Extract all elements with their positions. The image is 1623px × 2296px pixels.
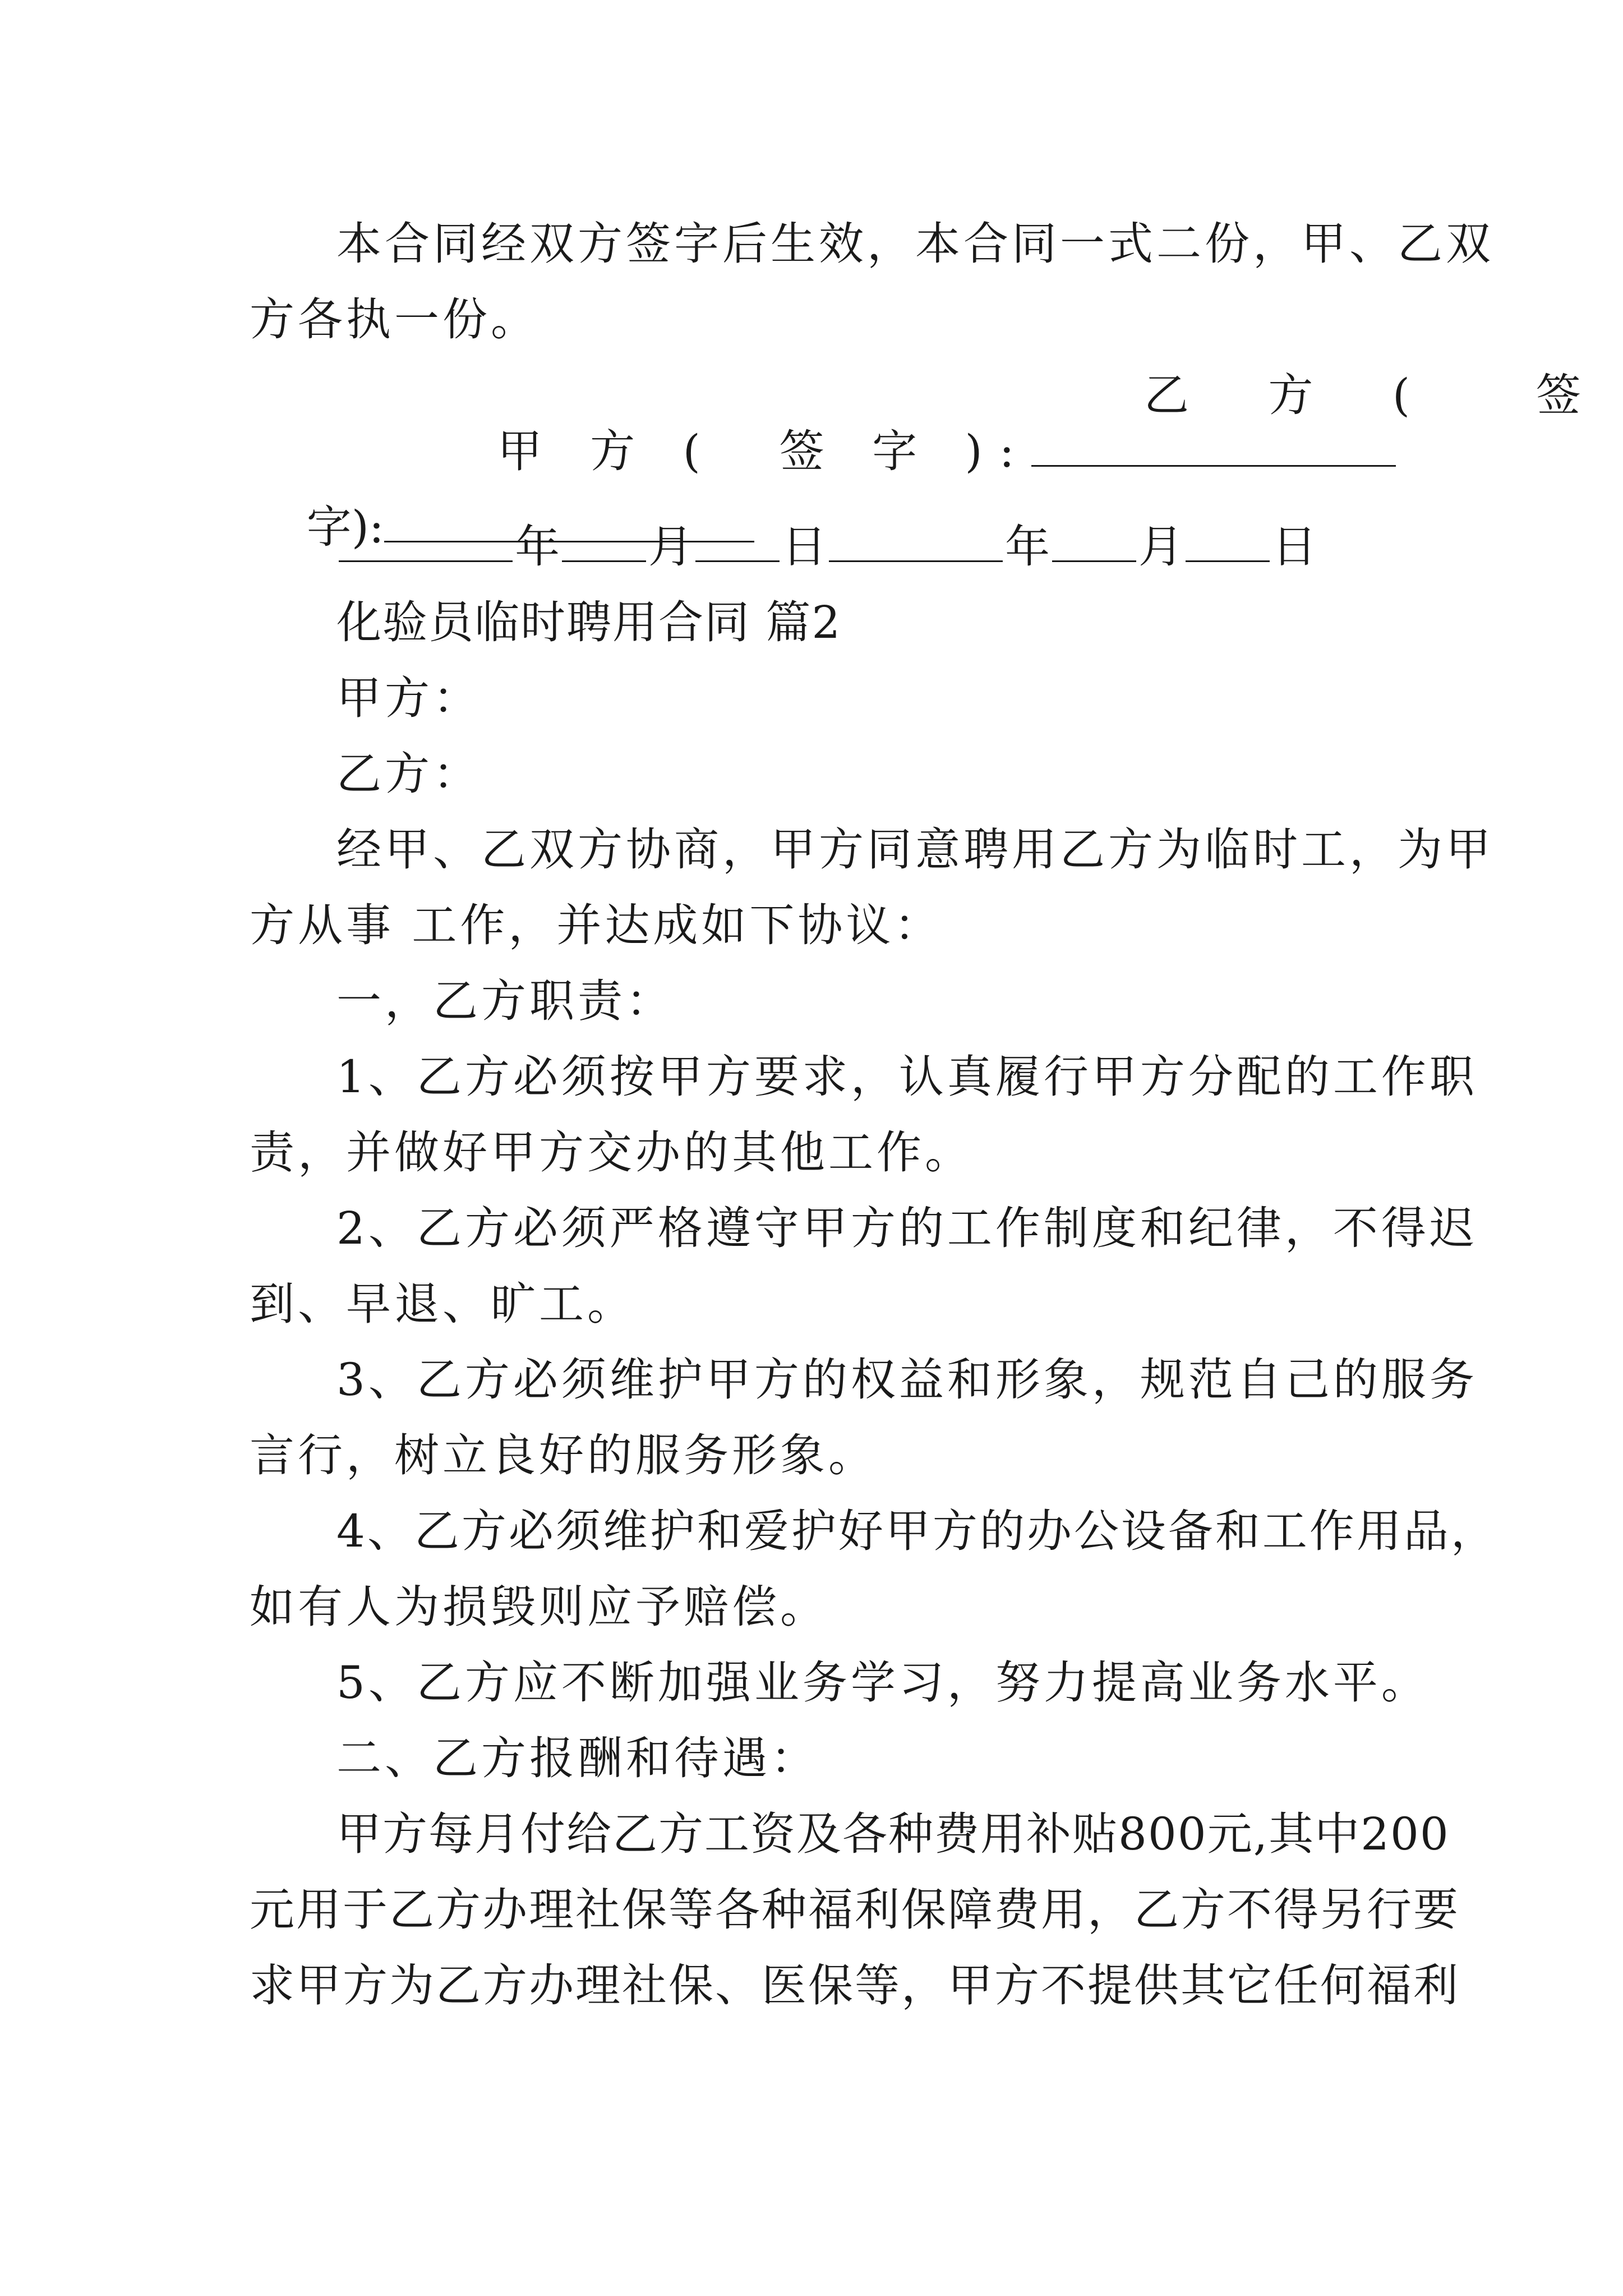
signature-party-b-label: 乙 方 ( 签 [1144, 369, 1613, 421]
paragraph-line: 本合同经双方签字后生效，本合同一式二份，甲、乙双 [336, 218, 1494, 270]
date-day-label: 日 [1272, 521, 1317, 573]
list-item: 如有人为损毁则应予赔偿。 [250, 1581, 828, 1633]
signature-party-a-label: 甲 方 ( 签 字 ): [497, 425, 1031, 477]
date-blank-year-b [829, 521, 1003, 562]
date-month-label: 月 [648, 521, 693, 573]
date-blank-month-b [1052, 521, 1136, 562]
date-row [336, 519, 1317, 575]
date-blank-month-a [562, 521, 646, 562]
date-blank-day-a [695, 521, 780, 562]
list-item: 5、乙方应不断加强业务学习，努力提高业务水平。 [336, 1657, 1430, 1709]
paragraph-line: 方各执一份。 [250, 293, 539, 346]
party-a-label: 甲方： [336, 672, 481, 724]
date-year-label: 年 [1005, 521, 1050, 573]
paragraph-line: 求甲方为乙方办理社保、医保等，甲方不提供其它任何福利 [250, 1959, 1460, 2012]
date-blank-day-b [1186, 521, 1270, 562]
list-item: 1、乙方必须按甲方要求，认真履行甲方分配的工作职 [336, 1051, 1478, 1103]
date-year-label: 年 [515, 521, 560, 573]
date-day-label: 日 [782, 521, 827, 573]
signature-blank-a [1031, 426, 1396, 467]
paragraph-line: 甲方每月付给乙方工资及各种费用补贴800元,其中200 [336, 1808, 1450, 1860]
list-item: 责，并做好甲方交办的其他工作。 [250, 1126, 973, 1179]
list-item: 言行，树立良好的服务形象。 [250, 1429, 877, 1481]
date-month-label: 月 [1138, 521, 1183, 573]
party-b-label: 乙方： [336, 748, 481, 800]
list-item: 4、乙方必须维护和爱护好甲方的办公设备和工作用品， [336, 1505, 1498, 1557]
section-heading: 一，乙方职责： [336, 975, 674, 1027]
list-item: 到、早退、旷工。 [250, 1278, 635, 1330]
list-item: 3、乙方必须维护甲方的权益和形象，规范自己的服务 [336, 1354, 1478, 1406]
list-item: 2、乙方必须严格遵守甲方的工作制度和纪律，不得迟 [336, 1202, 1478, 1254]
paragraph-line: 方从事 工作，并达成如下协议： [250, 899, 943, 951]
signature-cont-label: 字): [306, 501, 384, 553]
section-heading: 二、乙方报酬和待遇： [336, 1732, 819, 1784]
date-blank-year-a [339, 521, 513, 562]
section-title: 化验员临时聘用合同 篇2 [336, 596, 842, 648]
paragraph-line: 经甲、乙双方协商，甲方同意聘用乙方为临时工，为甲 [336, 823, 1494, 876]
paragraph-line: 元用于乙方办理社保等各种福利保障费用，乙方不得另行要 [250, 1884, 1460, 1936]
